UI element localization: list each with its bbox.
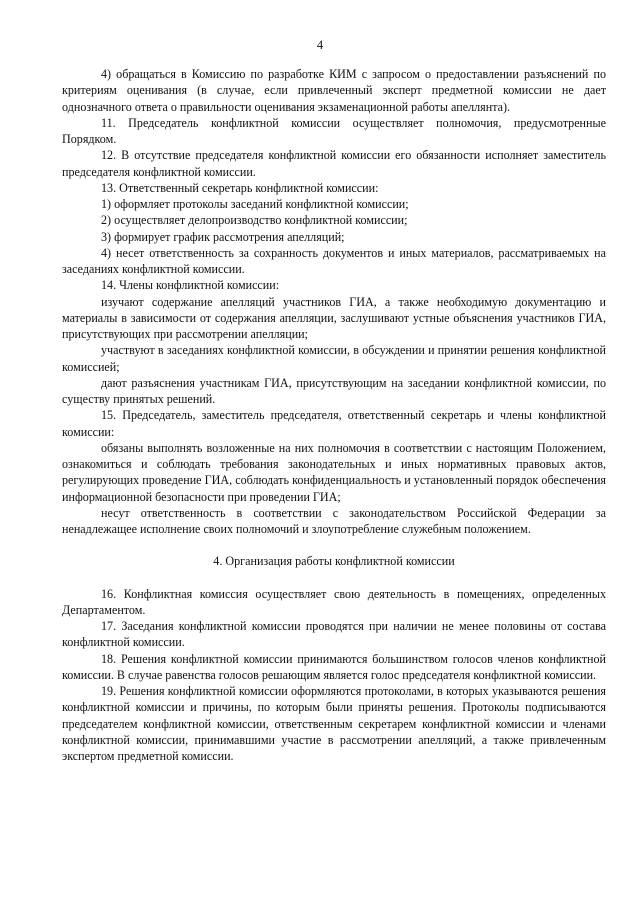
paragraph-15-all-members: 15. Председатель, заместитель председателя, ответственный секретарь и члены конфликтной комиссии: — [62, 408, 606, 439]
page-number: 4 — [316, 38, 324, 52]
list-item-13-1: 1) оформляет протоколы заседаний конфликтной комиссии; — [101, 197, 409, 211]
paragraph-16-premises: 16. Конфликтная комиссия осуществляет свою деятельность в помещениях, определенных Департаментом. — [62, 586, 606, 617]
list-item-13-4: 4) несет ответственность за сохранность документов и иных материалов, рассматриваемых на заседаниях конфликтной комиссии. — [62, 245, 606, 276]
list-item-15-obliged: обязаны выполнять возложенные на них полномочия в соответствии с настоящим Положением, ознакомиться и соблюдать требования законодательных и иных нормативных правовых актов, регулирующих проведение ГИА, соблюдать конфиденциальность и установленный порядок обеспечения информационной безопасности при проведении ГИА; — [62, 440, 606, 504]
paragraph-12-deputy: 12. В отсутствие председателя конфликтной комиссии его обязанности исполняет заместитель председателя конфликтной комиссии. — [62, 148, 606, 179]
paragraph-18-decisions: 18. Решения конфликтной комиссии принимаются большинством голосов членов конфликтной комиссии. В случае равенства голосов решающим является голос председателя конфликтной комиссии. — [62, 651, 606, 682]
list-item-13-2: 2) осуществляет делопроизводство конфликтной комиссии; — [101, 213, 408, 228]
document-body — [62, 66, 606, 764]
paragraph-item-4: 4) обращаться в Комиссию по разработке КИМ с запросом о предоставлении разъяснений по критериям оценивания (в случае, если привлеченный эксперт предметной комиссии не дает однозначного ответа о правильности оценивания экзаменационной работы апеллянта). — [62, 67, 606, 114]
paragraph-17-quorum: 17. Заседания конфликтной комиссии проводятся при наличии не менее половины от состава конфликтной комиссии. — [62, 619, 606, 650]
paragraph-11-chairman: 11. Председатель конфликтной комиссии осуществляет полномочия, предусмотренные Порядком. — [62, 115, 606, 146]
paragraph-13-secretary: 13. Ответственный секретарь конфликтной комиссии: — [101, 180, 379, 195]
list-item-14-study: изучают содержание апелляций участников ГИА, а также необходимую документацию и материалы в зависимости от содержания апелляции, заслушивают устные объяснения участников ГИА, присутствующих при рассмотрении апелляции; — [62, 294, 606, 341]
list-item-14-participate: участвуют в заседаниях конфликтной комиссии, в обсуждении и принятии решения конфликтной комиссией; — [62, 343, 606, 374]
section-title: 4. Организация работы конфликтной комиссии — [213, 554, 455, 569]
list-item-14-explain: дают разъяснения участникам ГИА, присутствующим на заседании конфликтной комиссии, по существу принятых решений. — [62, 375, 606, 406]
list-item-15-responsible: несут ответственность в соответствии с законодательством Российской Федерации за ненадлежащее исполнение своих полномочий и злоупотребление служебным положением. — [62, 505, 606, 536]
list-item-13-3: 3) формирует график рассмотрения апелляций; — [101, 229, 345, 244]
paragraph-14-members: 14. Члены конфликтной комиссии: — [101, 278, 280, 293]
paragraph-19-protocols: 19. Решения конфликтной комиссии оформляются протоколами, в которых указываются решения конфликтной комиссии и причины, по которым были приняты решения. Протоколы подписываются председателем конфликтной комиссии, ответственным секретарем конфликтной комиссии и членами конфликтной комиссии, принимавшими участие в рассмотрении апелляций, а также привлеченным экспертом предметной комиссии. — [62, 684, 606, 763]
